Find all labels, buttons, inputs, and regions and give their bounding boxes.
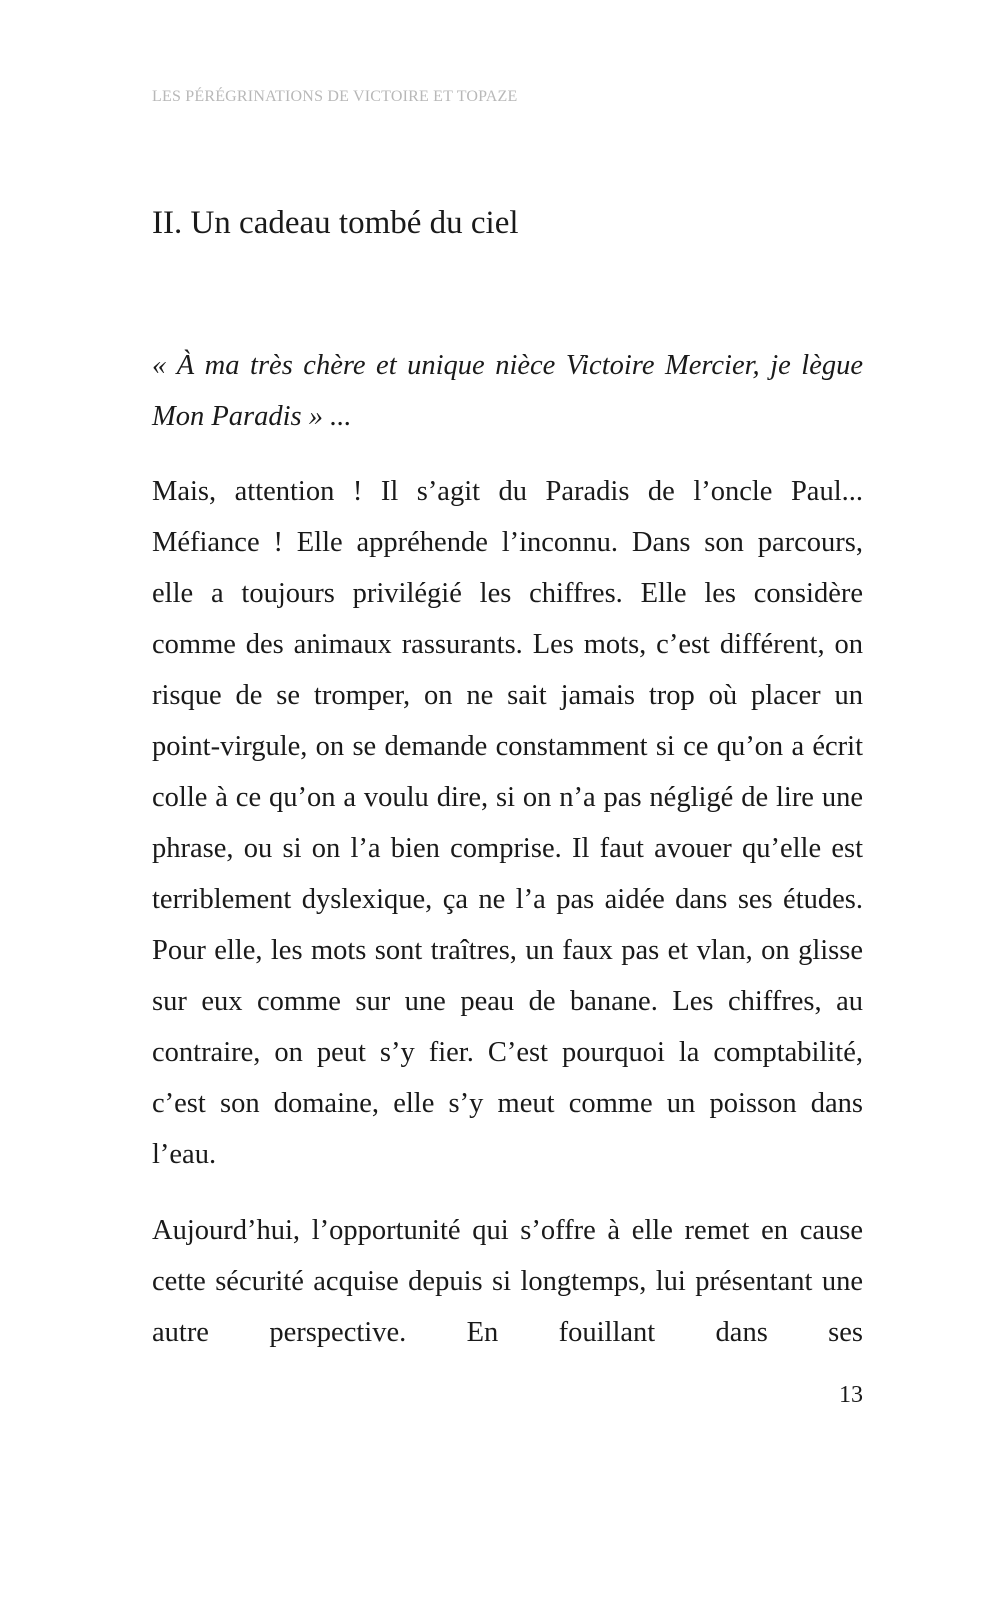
running-header: LES PÉRÉGRINATIONS DE VICTOIRE ET TOPAZE (152, 88, 518, 105)
page-number: 13 (839, 1382, 863, 1408)
epigraph: « À ma très chère et unique nièce Victoire Mercier, je lègue Mon Paradis » ... (152, 350, 863, 432)
paragraph-1: Mais, attention ! Il s’agit du Paradis de l’oncle Paul... Méfiance ! Elle appréhende l’inconnu. Dans son parcours, elle a toujours privilégié les chiffres. Elle les considère comme des animaux rassurants. Les mots, c’est différent, on risque de se tromper, on ne sait jamais trop où placer un point-virgule, on se demande constamment si ce qu’on a écrit colle à ce qu’on a voulu dire, si on n’a pas négligé de lire une phrase, ou si on l’a bien comprise. Il faut avouer qu’elle est terriblement dyslexique, ça ne l’a pas aidée dans ses études. Pour elle, les mots sont traîtres, un faux pas et vlan, on glisse sur eux comme sur une peau de banane. Les chiffres, au contraire, on peut s’y fier. C’est pourquoi la comptabilité, c’est son domaine, elle s’y meut comme un poisson dans l’eau. (152, 476, 863, 1170)
chapter-title: II. Un cadeau tombé du ciel (152, 205, 519, 241)
paragraph-2: Aujourd’hui, l’opportunité qui s’offre à elle remet en cause cette sécurité acquise depuis si longtemps, lui présentant une autre perspective. En fouillant dans ses (152, 1215, 863, 1348)
